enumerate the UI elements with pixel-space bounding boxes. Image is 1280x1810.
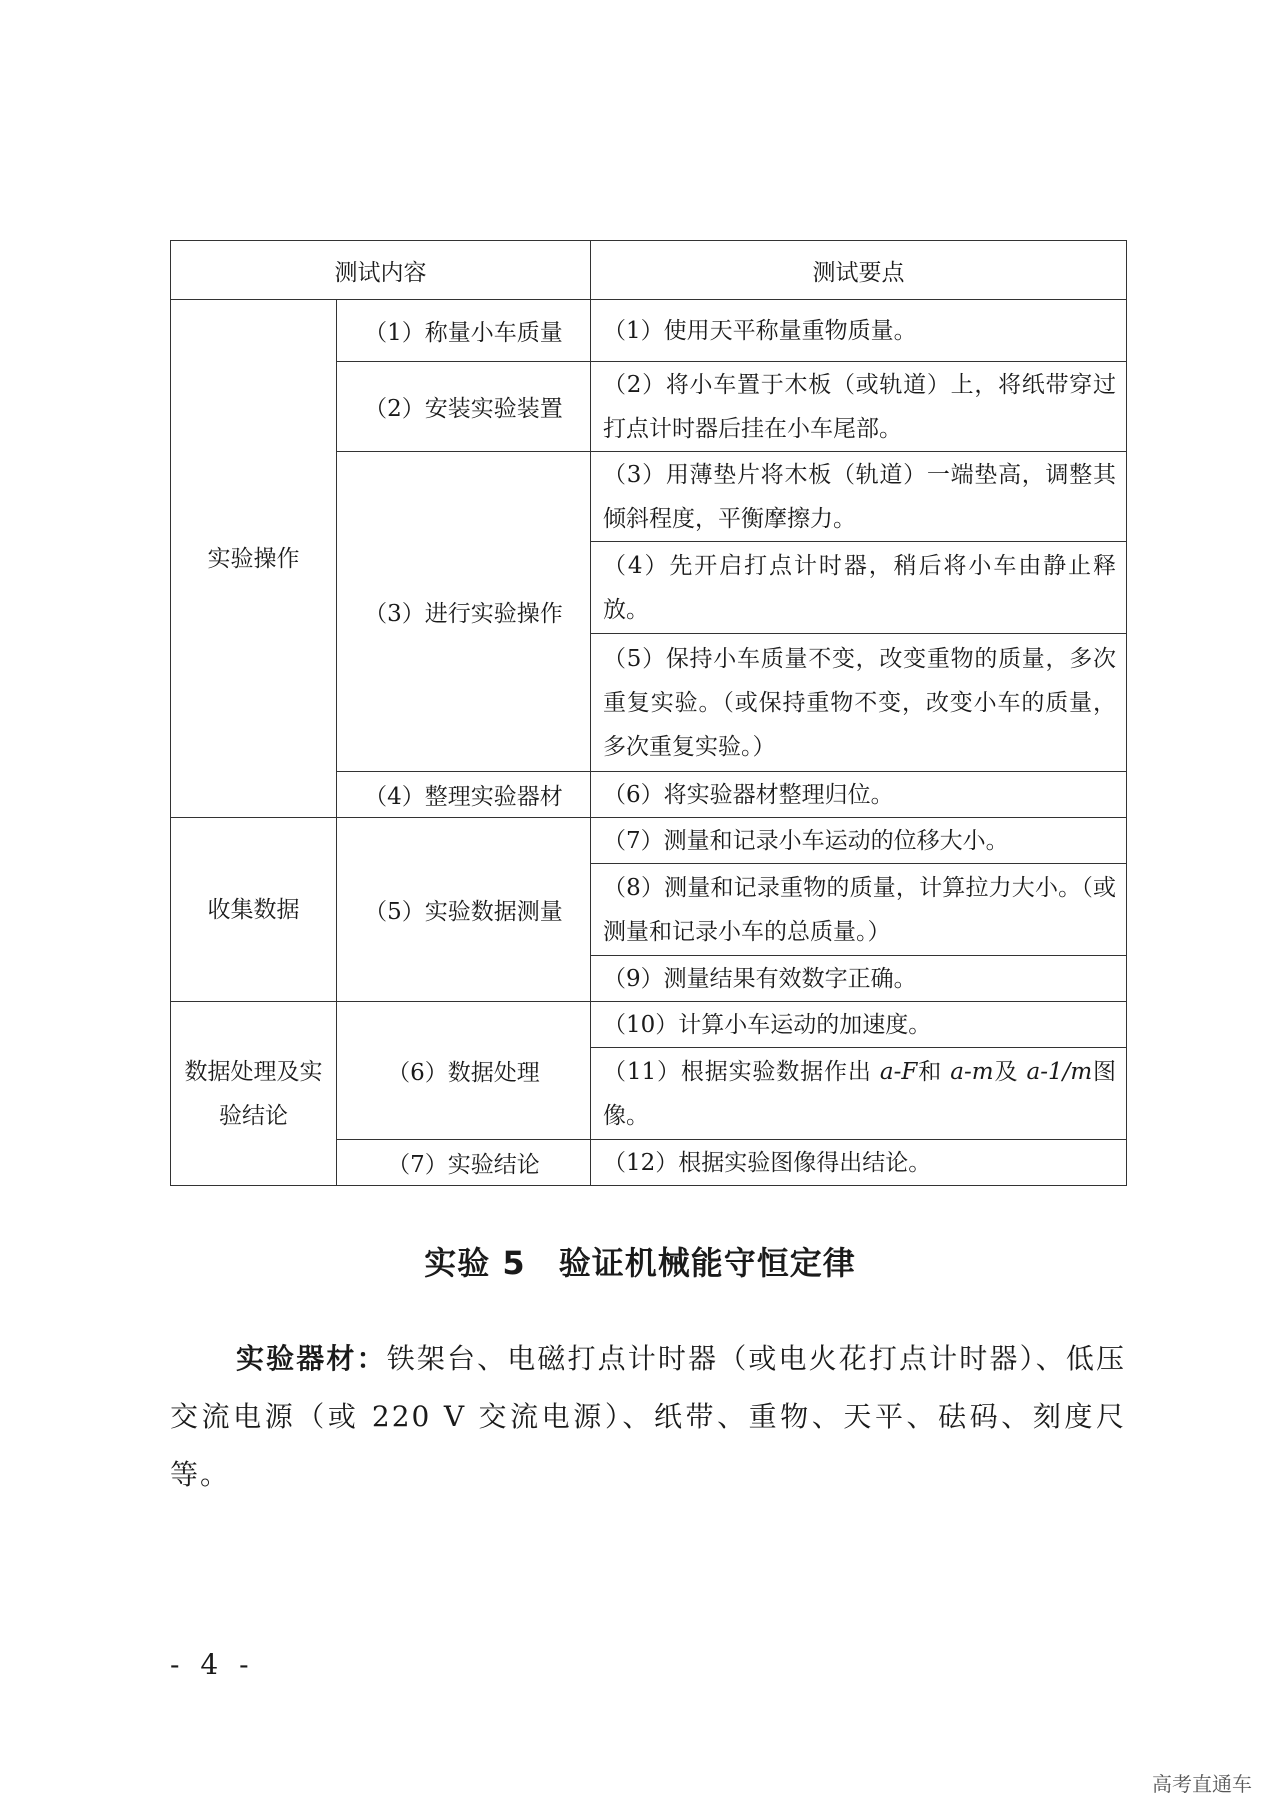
header-test-content: 测试内容 <box>171 241 591 300</box>
page-number: - 4 - <box>170 1648 255 1681</box>
point-10: （10）计算小车运动的加速度。 <box>591 1002 1127 1048</box>
point-11-var-aF: a-F <box>879 1058 918 1085</box>
point-9: （9）测量结果有效数字正确。 <box>591 956 1127 1002</box>
point-11-pre: （11）根据实验数据作出 <box>603 1058 880 1085</box>
header-test-points: 测试要点 <box>591 241 1127 300</box>
point-1: （1）使用天平称量重物质量。 <box>591 300 1127 362</box>
item-measure-data: （5）实验数据测量 <box>337 818 591 1002</box>
equipment-paragraph <box>170 1330 1126 1504</box>
point-5: （5）保持小车质量不变，改变重物的质量，多次重复实验。（或保持重物不变，改变小车的质量，多次重复实验。） <box>591 634 1127 772</box>
point-12: （12）根据实验图像得出结论。 <box>591 1140 1127 1186</box>
point-4: （4）先开启打点计时器，稍后将小车由静止释放。 <box>591 542 1127 634</box>
point-7: （7）测量和记录小车运动的位移大小。 <box>591 818 1127 864</box>
point-11-var-a1m: a-1/m <box>1026 1058 1093 1085</box>
point-6: （6）将实验器材整理归位。 <box>591 772 1127 818</box>
category-operation: 实验操作 <box>171 300 337 818</box>
item-perform-experiment: （3）进行实验操作 <box>337 452 591 772</box>
point-8: （8）测量和记录重物的质量，计算拉力大小。（或测量和记录小车的总质量。） <box>591 864 1127 956</box>
category-process: 数据处理及实验结论 <box>171 1002 337 1186</box>
watermark: 高考直通车 <box>1152 1772 1252 1796</box>
item-install-apparatus: （2）安装实验装置 <box>337 362 591 452</box>
item-conclusion: （7）实验结论 <box>337 1140 591 1186</box>
item-tidy-equipment: （4）整理实验器材 <box>337 772 591 818</box>
section-title: 实验 5 验证机械能守恒定律 <box>424 1244 856 1282</box>
point-11-and: 和 <box>917 1058 951 1085</box>
item-weigh-cart: （1）称量小车质量 <box>337 300 591 362</box>
point-11-ji: 及 <box>993 1058 1027 1085</box>
point-11-var-am: a-m <box>950 1058 994 1085</box>
point-11 <box>591 1048 1127 1140</box>
point-11-post: 图像。 <box>603 1058 1117 1129</box>
category-collect: 收集数据 <box>171 818 337 1002</box>
item-process-data: （6）数据处理 <box>337 1002 591 1140</box>
equipment-text: 铁架台、电磁打点计时器（或电火花打点计时器）、低压交流电源（或 220 V 交流电源）、纸带、重物、天平、砝码、刻度尺等。 <box>170 1342 1126 1491</box>
point-3: （3）用薄垫片将木板（轨道）一端垫高，调整其倾斜程度，平衡摩擦力。 <box>591 452 1127 542</box>
point-2: （2）将小车置于木板（或轨道）上，将纸带穿过打点计时器后挂在小车尾部。 <box>591 362 1127 452</box>
equipment-label: 实验器材： <box>236 1342 387 1375</box>
test-table <box>170 240 1127 1186</box>
